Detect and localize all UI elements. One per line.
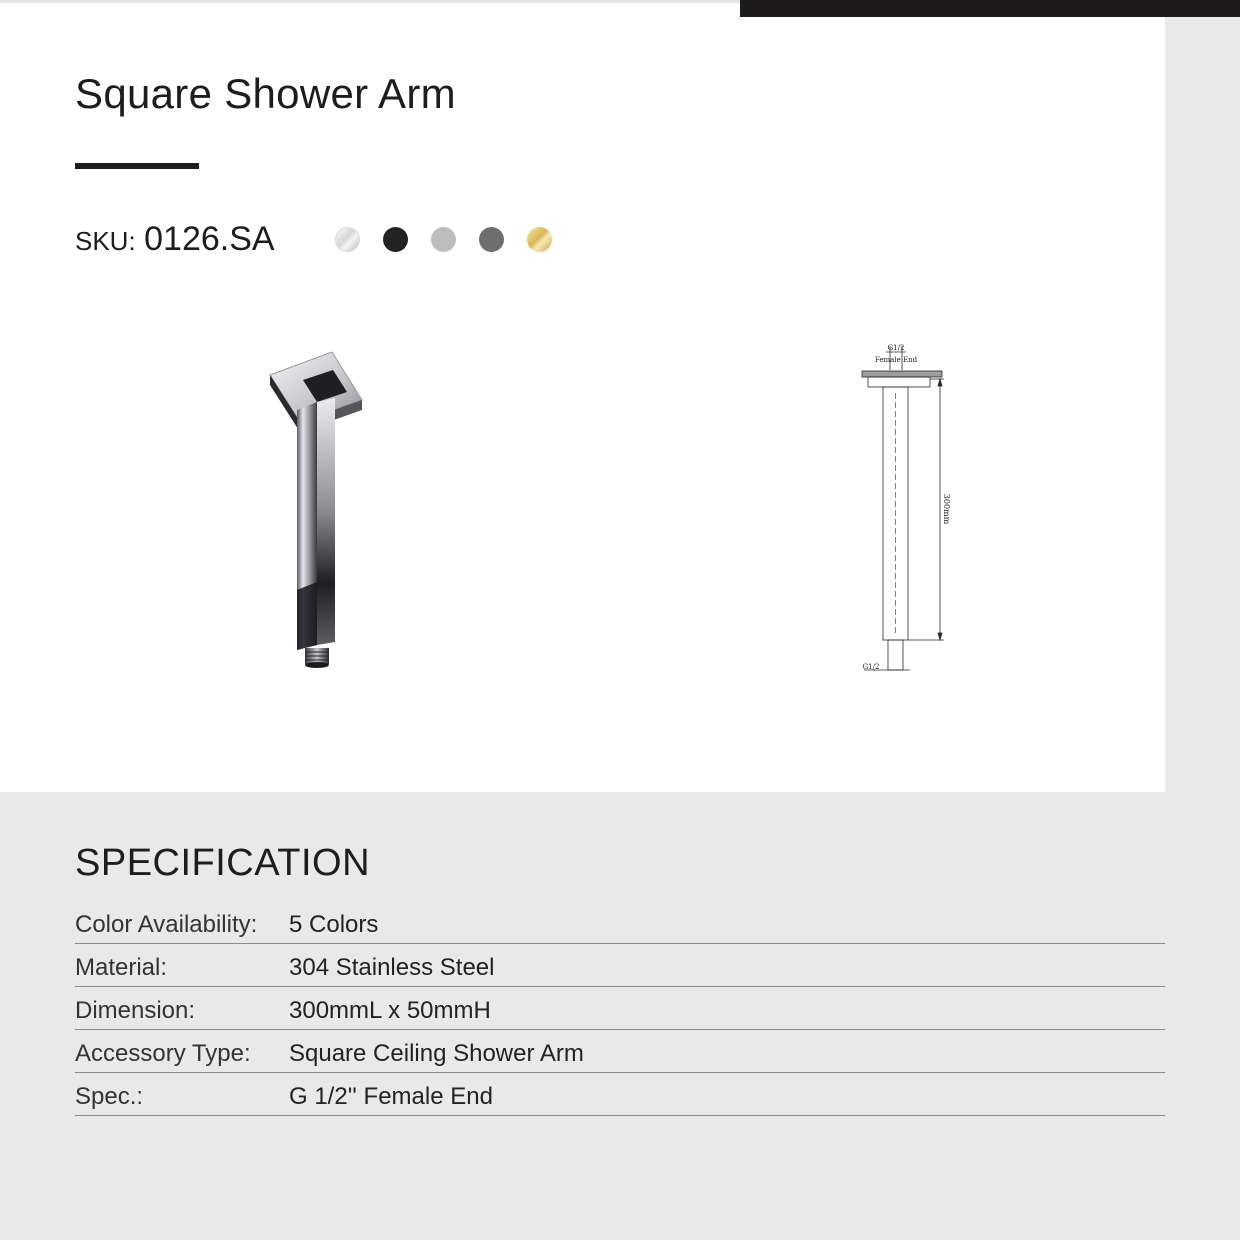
- specification-heading: SPECIFICATION: [75, 842, 371, 884]
- spec-label: Material:: [75, 954, 168, 981]
- sku-line: [75, 220, 275, 259]
- swatch-brushed-gold[interactable]: [527, 227, 552, 252]
- top-divider-line: [0, 0, 740, 3]
- swatch-matte-black[interactable]: [383, 227, 408, 252]
- product-title: Square Shower Arm: [75, 70, 456, 117]
- spec-label: Dimension:: [75, 997, 196, 1024]
- spec-label: Accessory Type:: [75, 1040, 251, 1067]
- spec-row-dimension: [75, 988, 1165, 1030]
- spec-row-color: [75, 902, 1165, 944]
- swatch-brushed-nickel[interactable]: [431, 227, 456, 252]
- spec-row-material: [75, 945, 1165, 987]
- swatch-chrome[interactable]: [335, 227, 360, 252]
- top-accent-bar: [740, 0, 1240, 17]
- drawing-top-note: Female End: [874, 356, 918, 364]
- spec-row-spec: [75, 1074, 1165, 1116]
- color-swatches: [335, 227, 552, 252]
- spec-value: Square Ceiling Shower Arm: [289, 1040, 584, 1067]
- sku-value: 0126.SA: [144, 220, 275, 258]
- spec-label: Color Availability:: [75, 911, 258, 938]
- specification-table: [75, 902, 1165, 1116]
- drawing-length: 300mm: [942, 493, 951, 525]
- spec-value: 300mmL x 50mmH: [289, 997, 491, 1024]
- sku-label: SKU:: [75, 226, 136, 256]
- drawing-top-thread: G1/2: [887, 344, 905, 352]
- spec-value: G 1/2'' Female End: [289, 1083, 493, 1110]
- swatch-gunmetal[interactable]: [479, 227, 504, 252]
- title-underline: [75, 163, 199, 169]
- drawing-bottom-thread: G1/2: [862, 663, 880, 671]
- product-photo: [255, 340, 375, 680]
- spec-label: Spec.:: [75, 1083, 144, 1110]
- spec-value: 5 Colors: [289, 911, 379, 938]
- spec-row-accessory-type: [75, 1031, 1165, 1073]
- spec-value: 304 Stainless Steel: [289, 954, 495, 981]
- technical-drawing: [850, 338, 960, 683]
